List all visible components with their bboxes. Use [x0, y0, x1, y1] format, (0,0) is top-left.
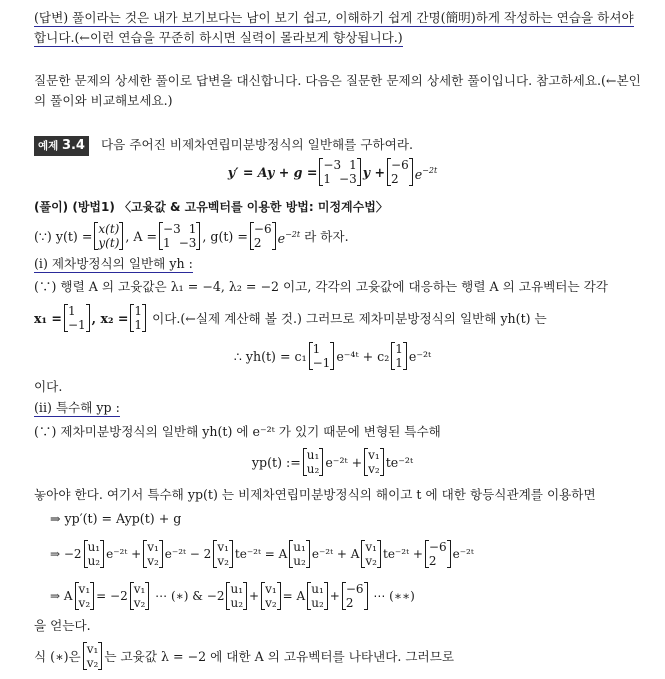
yp-equation: yp(t) := u₁ u₂ e⁻²ᵗ + v₁ v₂ te⁻²ᵗ	[251, 448, 414, 476]
part-ii-line2: 놓아야 한다. 여기서 특수해 yp(t) 는 비제차연립미분방정식의 해이고 t 에 대한 항등식관계를 이용하면	[34, 487, 596, 502]
intro-line1: 질문한 문제의 상세한 풀이로 답변을 대신합니다. 다음은 질문한 문제의 상세한 풀이입니다. 참고하세요.(←본인	[34, 73, 641, 88]
part-i-end: 이다.	[34, 379, 63, 394]
example-badge: 예제 3.4	[34, 136, 89, 156]
part-i-eigvecs: x₁ = 1 −1 , x₂ = 1 1 이다.(←실제 계산해 볼 것.) 그러므로 제차미분방정식의 일반해 yh(t) 는	[34, 304, 547, 332]
last-line: 식 (∗)은 v₁ v₂ 는 고윳값 λ = −2 에 대한 A 의 고유벡터를 나타낸다. 그러므로	[34, 642, 455, 670]
vector-g: −6 2	[387, 158, 413, 186]
step-1: ⇒ yp′(t) = Ayp(t) + g	[50, 511, 182, 526]
part-ii-line1: (∵) 제차미분방정식의 일반해 yh(t) 에 e⁻²ᵗ 가 있기 때문에 변형된 특수해	[34, 424, 441, 439]
example-header	[34, 136, 413, 156]
example-title: 다음 주어진 비제차연립미분방정식의 일반해를 구하여라.	[101, 137, 413, 152]
answer-note-line1: (답변) 풀이라는 것은 내가 보기보다는 남이 보기 쉽고, 이해하기 쉽게 간명(簡明)하게 작성하는 연습을 하셔야	[34, 10, 634, 25]
setup-line: (∵) y(t) = x(t) y(t) , A = −3 1 1 −3 , g(t) = −6 2 $e^{-2t}$ 라 하자.	[34, 222, 349, 250]
part-ii-line3: 을 얻는다.	[34, 618, 91, 633]
main-equation: y′ = Ay + g = −3 1 1 −3 y + −6 2 $e^{-2t}$	[227, 158, 438, 186]
solution-header: (풀이) (방법1) 〈고윳값 & 고유벡터를 이용한 방법: 미정계수법〉	[34, 200, 388, 214]
answer-note-line2: 합니다.(←이런 연습을 꾸준히 하시면 실력이 몰라보게 향상됩니다.)	[34, 30, 403, 45]
step-2: ⇒ −2 u₁ u₂ e⁻²ᵗ + v₁ v₂ e⁻²ᵗ − 2 v₁ v₂ te⁻²ᵗ = A u₁ u₂ e⁻²ᵗ + A v₁ v₂ te⁻²ᵗ + −6 2 e⁻²ᵗ	[50, 540, 474, 568]
part-i-title: (i) 제차방정식의 일반해 yh :	[34, 256, 193, 271]
matrix-A: −3 1 1 −3	[319, 158, 360, 186]
step-3: ⇒ A v₁ v₂ = −2 v₁ v₂ ⋯ (∗) & −2 u₁ u₂ + v₁ v₂ = A u₁ u₂ + −6 2 ⋯ (∗∗)	[50, 582, 415, 610]
part-ii-title: (ii) 특수해 yp :	[34, 400, 120, 415]
yh-equation: ∴ yh(t) = c₁ 1 −1 e⁻⁴ᵗ + c₂ 1 1 e⁻²ᵗ	[233, 342, 432, 370]
intro-line2: 의 풀이와 비교해보세요.)	[34, 93, 173, 108]
part-i-line1: (∵) 행렬 A 의 고윳값은 λ₁ = −4, λ₂ = −2 이고, 각각의 고윳값에 대응하는 행렬 A 의 고유벡터는 각각	[34, 279, 608, 294]
